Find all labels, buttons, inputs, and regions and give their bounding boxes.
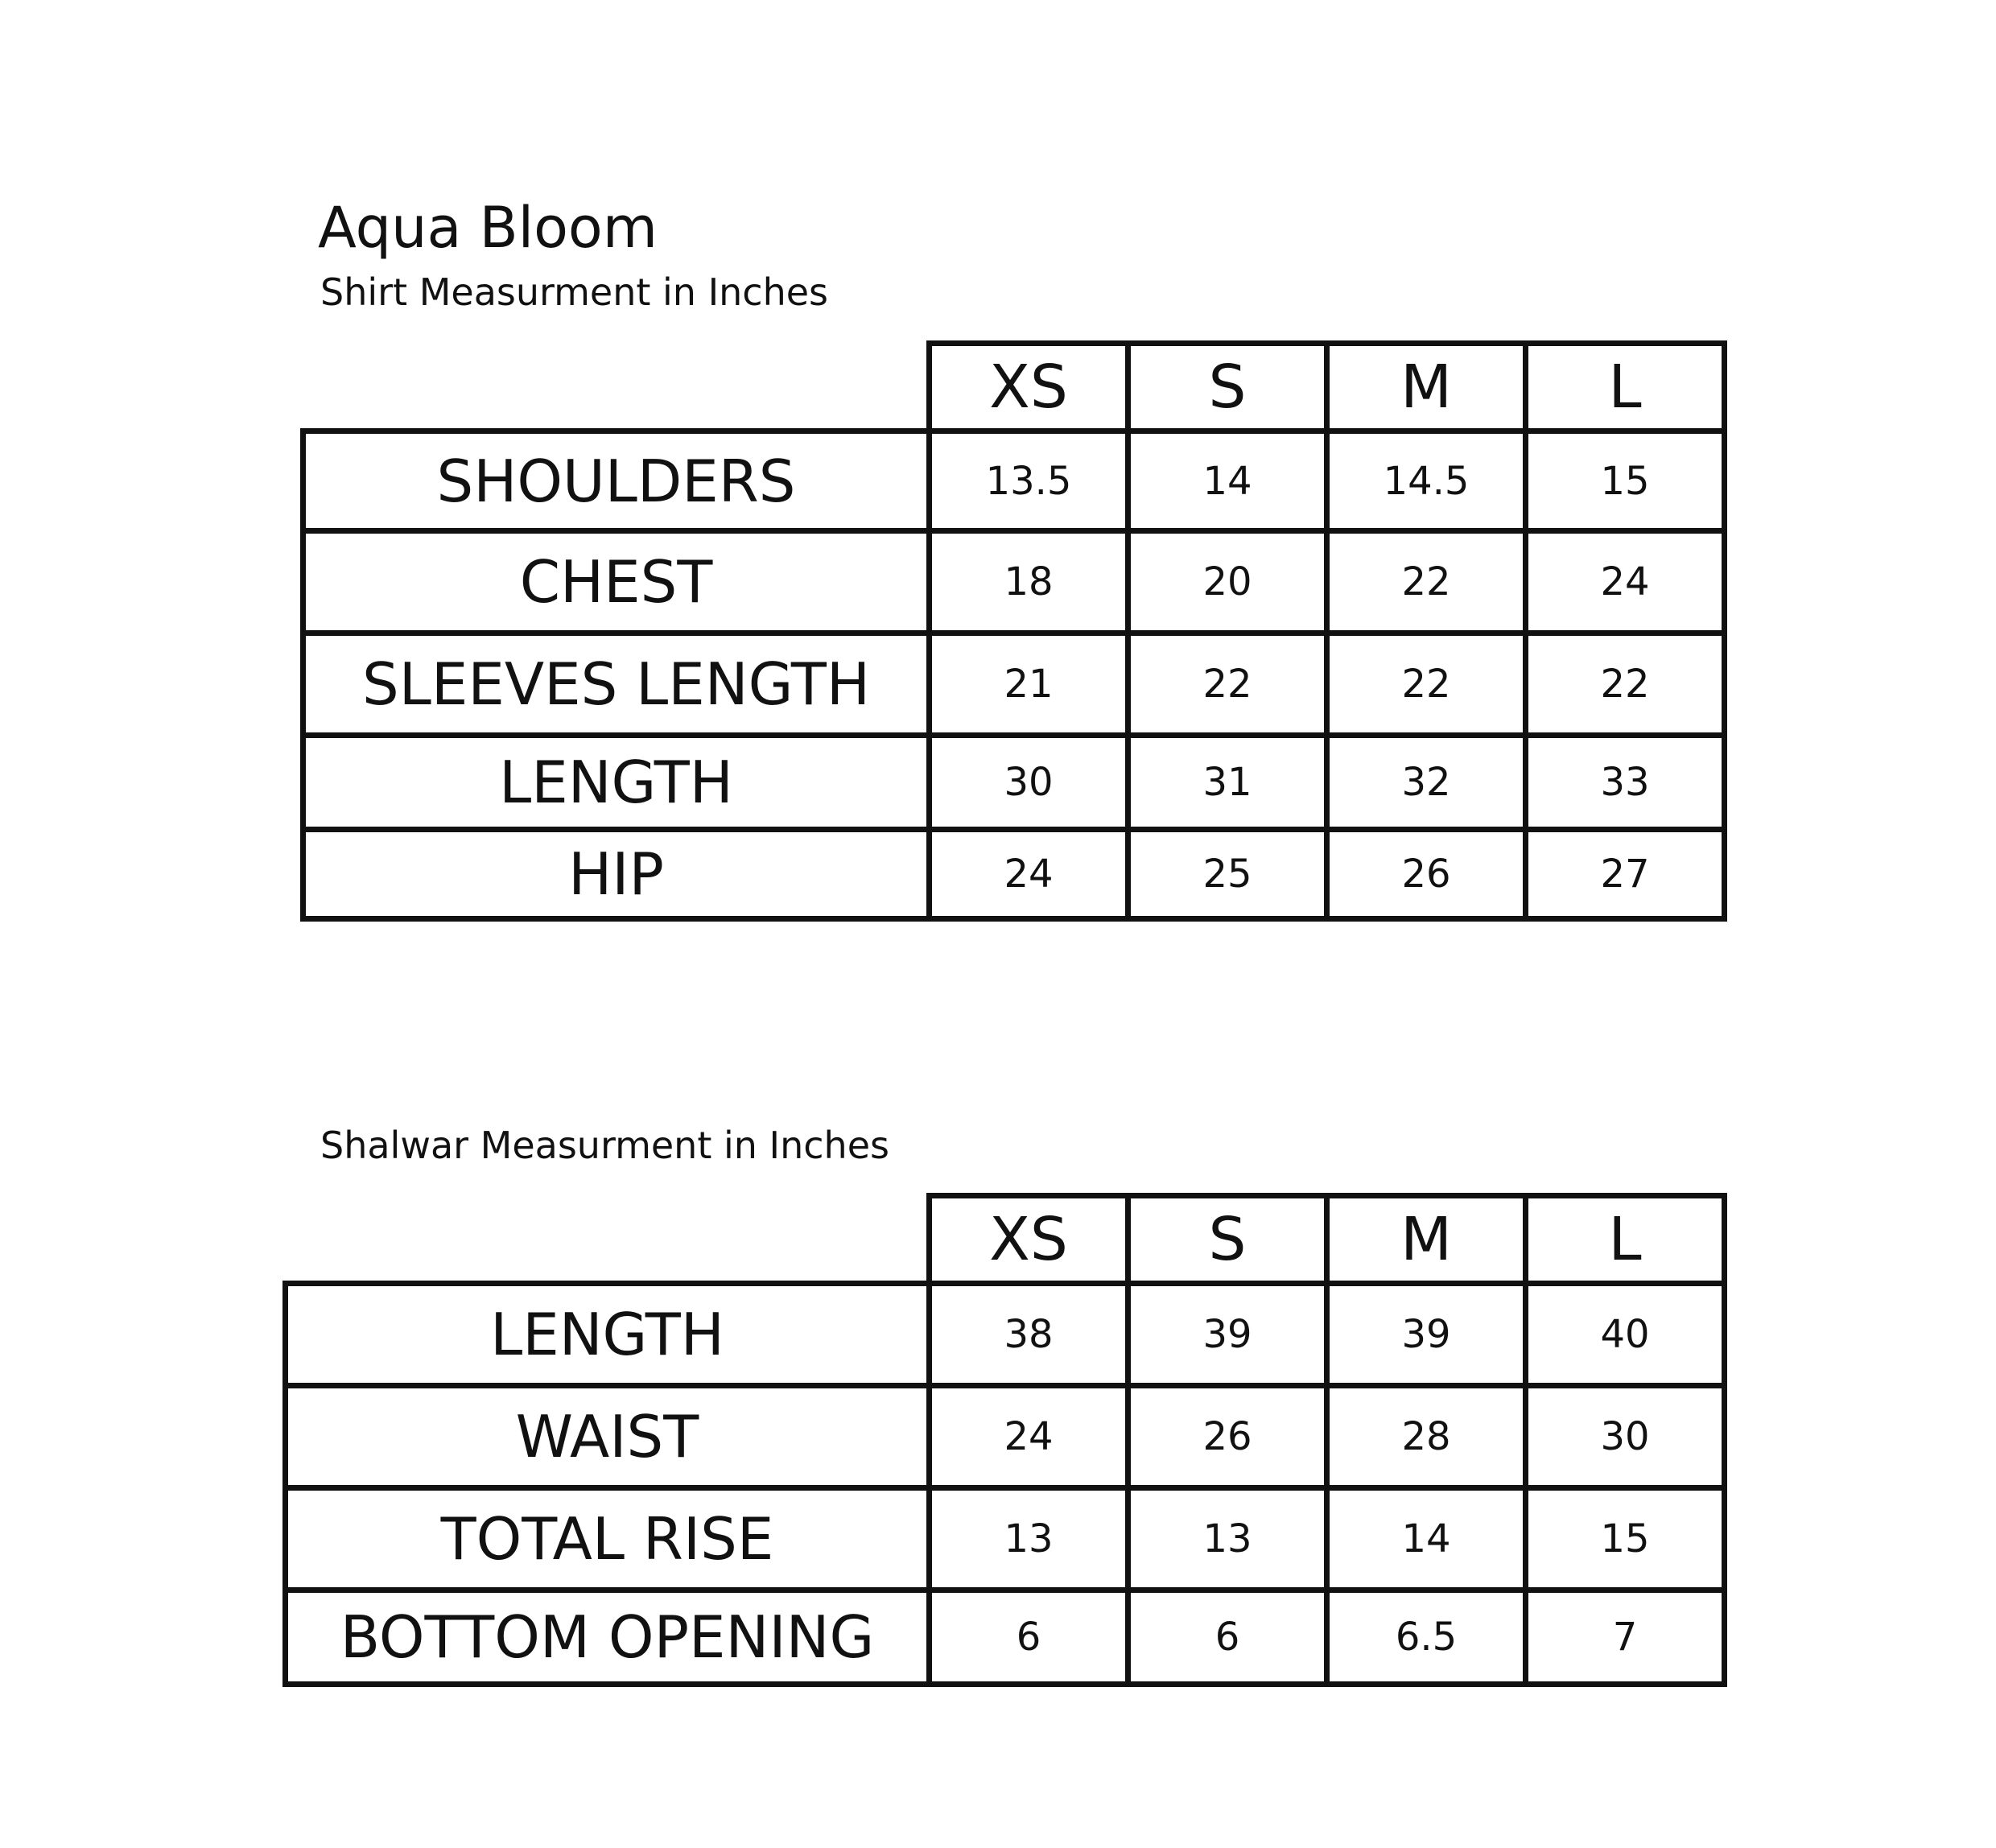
shalwar-cell-value: 13 bbox=[926, 1485, 1131, 1593]
shirt-row-chest bbox=[300, 528, 1727, 636]
shalwar-size-header-s: S bbox=[1125, 1193, 1330, 1286]
shalwar-cell-value: 40 bbox=[1523, 1281, 1727, 1388]
shirt-cell-value: 26 bbox=[1324, 827, 1528, 922]
shirt-row-label: CHEST bbox=[300, 528, 932, 636]
shirt-row-length bbox=[300, 732, 1727, 832]
shalwar-row-label: BOTTOM OPENING bbox=[282, 1587, 932, 1687]
shalwar-cell-value: 24 bbox=[926, 1383, 1131, 1491]
shirt-cell-value: 20 bbox=[1125, 528, 1330, 636]
shalwar-cell-value: 26 bbox=[1125, 1383, 1330, 1491]
shirt-cell-value: 15 bbox=[1523, 428, 1727, 534]
shalwar-cell-value: 6 bbox=[926, 1587, 1131, 1687]
shalwar-cell-value: 6.5 bbox=[1324, 1587, 1528, 1687]
shalwar-size-header-row bbox=[926, 1193, 1727, 1286]
shirt-row-hip bbox=[300, 827, 1727, 922]
shirt-cell-value: 22 bbox=[1125, 630, 1330, 738]
shirt-row-sleeves-length bbox=[300, 630, 1727, 738]
shirt-cell-value: 24 bbox=[1523, 528, 1727, 636]
shalwar-size-header-m: M bbox=[1324, 1193, 1528, 1286]
shirt-size-header-l: L bbox=[1523, 340, 1727, 434]
shirt-cell-value: 13.5 bbox=[926, 428, 1131, 534]
shirt-cell-value: 14 bbox=[1125, 428, 1330, 534]
shalwar-row-label: LENGTH bbox=[282, 1281, 932, 1388]
shirt-cell-value: 18 bbox=[926, 528, 1131, 636]
shalwar-row-total-rise bbox=[282, 1485, 1727, 1593]
shirt-size-header-s: S bbox=[1125, 340, 1330, 434]
shirt-row-label: SHOULDERS bbox=[300, 428, 932, 534]
shirt-cell-value: 25 bbox=[1125, 827, 1330, 922]
shalwar-size-header-xs: XS bbox=[926, 1193, 1131, 1286]
shirt-row-label: LENGTH bbox=[300, 732, 932, 832]
shirt-cell-value: 32 bbox=[1324, 732, 1528, 832]
shirt-row-shoulders bbox=[300, 428, 1727, 534]
shirt-size-header-row bbox=[926, 340, 1727, 434]
shalwar-row-label: TOTAL RISE bbox=[282, 1485, 932, 1593]
shirt-cell-value: 27 bbox=[1523, 827, 1727, 922]
shalwar-cell-value: 28 bbox=[1324, 1383, 1528, 1491]
shalwar-row-waist bbox=[282, 1383, 1727, 1491]
shalwar-cell-value: 7 bbox=[1523, 1587, 1727, 1687]
shirt-cell-value: 31 bbox=[1125, 732, 1330, 832]
shirt-cell-value: 30 bbox=[926, 732, 1131, 832]
shalwar-cell-value: 6 bbox=[1125, 1587, 1330, 1687]
shalwar-cell-value: 15 bbox=[1523, 1485, 1727, 1593]
shirt-cell-value: 24 bbox=[926, 827, 1131, 922]
shalwar-cell-value: 14 bbox=[1324, 1485, 1528, 1593]
shalwar-table-subtitle: Shalwar Measurment in Inches bbox=[320, 1124, 889, 1167]
shirt-cell-value: 33 bbox=[1523, 732, 1727, 832]
shirt-cell-value: 14.5 bbox=[1324, 428, 1528, 534]
shirt-cell-value: 21 bbox=[926, 630, 1131, 738]
shalwar-cell-value: 30 bbox=[1523, 1383, 1727, 1491]
product-title: Aqua Bloom bbox=[318, 195, 658, 261]
shirt-size-header-xs: XS bbox=[926, 340, 1131, 434]
shalwar-cell-value: 39 bbox=[1125, 1281, 1330, 1388]
shalwar-cell-value: 13 bbox=[1125, 1485, 1330, 1593]
shirt-row-label: SLEEVES LENGTH bbox=[300, 630, 932, 738]
shalwar-cell-value: 38 bbox=[926, 1281, 1131, 1388]
shalwar-cell-value: 39 bbox=[1324, 1281, 1528, 1388]
shirt-cell-value: 22 bbox=[1324, 630, 1528, 738]
shirt-cell-value: 22 bbox=[1523, 630, 1727, 738]
shirt-cell-value: 22 bbox=[1324, 528, 1528, 636]
shalwar-row-label: WAIST bbox=[282, 1383, 932, 1491]
shalwar-row-bottom-opening bbox=[282, 1587, 1727, 1687]
shirt-size-header-m: M bbox=[1324, 340, 1528, 434]
shirt-table-subtitle: Shirt Measurment in Inches bbox=[320, 270, 829, 314]
shirt-row-label: HIP bbox=[300, 827, 932, 922]
shalwar-row-length bbox=[282, 1281, 1727, 1388]
shalwar-size-header-l: L bbox=[1523, 1193, 1727, 1286]
